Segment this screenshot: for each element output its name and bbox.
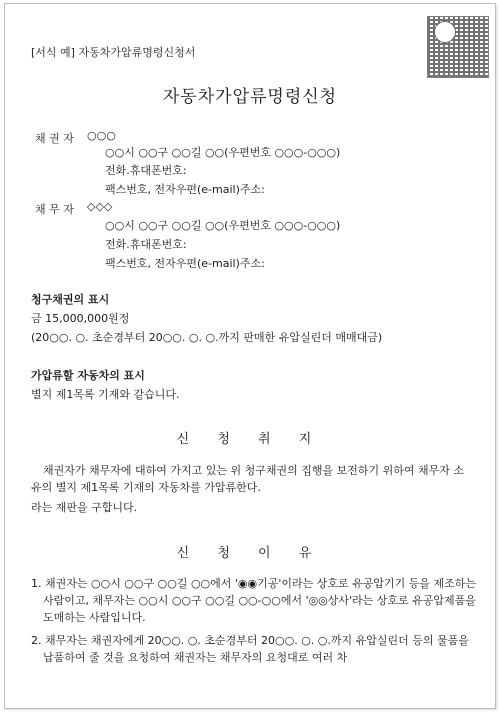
reason-item-2: 2. 채무자는 채권자에게 20○○. ○. 초순경부터 20○○. ○. ○.까지 유압실린더 등의 물품을 납품하여 줄 것을 요청하여 채권자는 채무자의 요청대로 여러 차: [31, 634, 469, 664]
vehicle-heading: 가압류할 자동차의 표시: [31, 369, 145, 382]
vehicle-detail: 별지 제1목록 기재와 같습니다.: [31, 388, 180, 401]
reasons-heading: 신 청 이 유: [176, 546, 324, 561]
purpose-closing: 라는 재판을 구합니다.: [31, 501, 138, 514]
debtor-name: ◇◇◇: [87, 200, 113, 213]
debtor-address: ○○시 ○○구 ○○길 ○○(우편번호 ○○○-○○○): [105, 219, 341, 232]
creditor-phone: 전화.휴대폰번호:: [105, 164, 187, 177]
debtor-label: 채 무 자: [35, 203, 74, 216]
creditor-address: ○○시 ○○구 ○○길 ○○(우편번호 ○○○-○○○): [105, 146, 341, 159]
claim-detail: (20○○. ○. 초순경부터 20○○. ○. ○.까지 판매한 유압실린더 매매대금): [31, 331, 383, 344]
document-page: [4, 3, 496, 709]
claim-amount: 금 15,000,000원정: [31, 312, 130, 325]
qr-code-icon: [427, 16, 489, 78]
logo-icon: [434, 21, 456, 43]
purpose-heading: 신 청 취 지: [176, 432, 324, 447]
debtor-fax: 팩스번호, 전자우편(e-mail)주소:: [105, 257, 265, 270]
document-title: 자동차가압류명령신청: [162, 87, 338, 107]
creditor-name: ○○○: [87, 129, 116, 142]
claim-heading: 청구채권의 표시: [31, 293, 110, 306]
creditor-fax: 팩스번호, 전자우편(e-mail)주소:: [105, 183, 265, 196]
debtor-phone: 전화.휴대폰번호:: [105, 238, 187, 251]
reason-item-1: 1. 채권자는 ○○시 ○○구 ○○길 ○○에서 '◉◉기공'이라는 상호로 유공압기기 등을 제조하는 사람이고, 채무자는 ○○시 ○○구 ○○길 ○○-○○에서 '◎◎상사'라는 상호로 유공압제품을 도매하는 사람입니다.: [31, 577, 477, 624]
form-label: [서식 예] 자동차가압류명령신청서: [31, 46, 196, 59]
creditor-label: 채 권 자: [35, 132, 74, 145]
purpose-text: 채권자가 채무자에 대하여 가지고 있는 위 청구채권의 집행을 보전하기 위하여 채무자 소유의 별지 제1목록 기재의 자동차를 가압류한다.: [31, 464, 464, 494]
